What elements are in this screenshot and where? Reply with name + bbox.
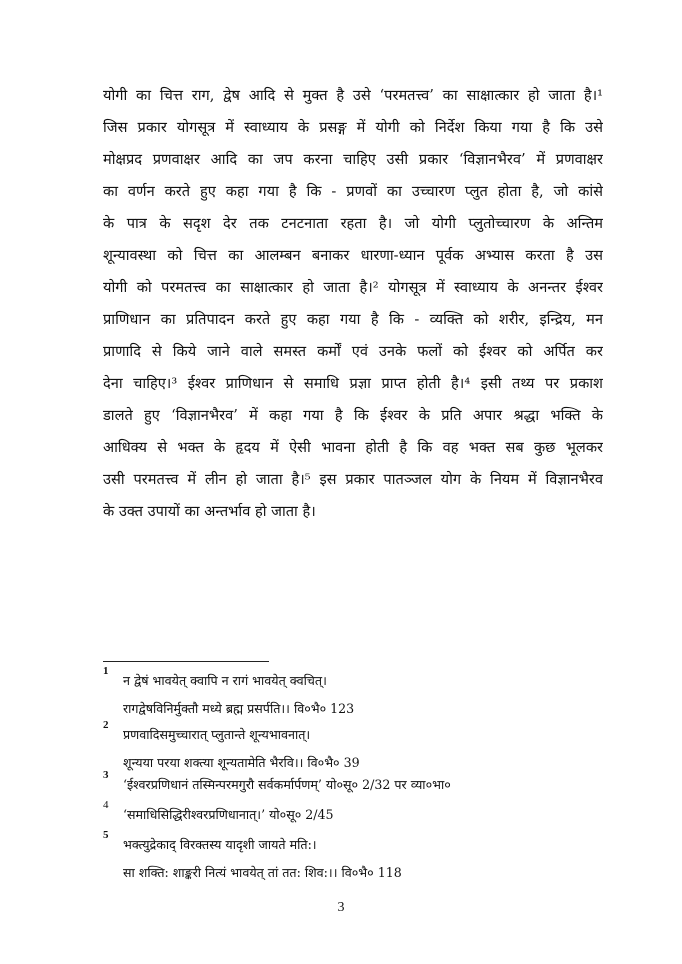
body-line: प्राणादि से किये जाने वाले समस्त कर्मों एवं उनके फलों को ईश्वर को अर्पित कर — [103, 343, 603, 360]
body-line: उसी परमतत्त्व में लीन हो जाता है।⁵ इस प्रकार पातञ्जल योग के नियम में विज्ञानभैरव — [103, 471, 603, 488]
body-line: के पात्र के सदृश देर तक टनटनाता रहता है। जो योगी प्लुतोच्चारण के अन्तिम — [103, 215, 603, 232]
body-line: योगी का चित्त राग, द्वेष आदि से मुक्त है उसे ‘परमतत्त्व’ का साक्षात्कार हो जाता है।¹ — [103, 87, 603, 104]
footnote-line: ‘ईश्वरप्रणिधानं तस्मिन्परमगुरौ सर्वकर्मार्पणम्’ यो०सू० 2/32 पर व्या०भा० — [123, 777, 451, 792]
body-paragraph — [103, 80, 603, 528]
footnote-line: भक्त्युद्रेकाद् विरक्तस्य यादृशी जायते मति:। — [123, 837, 317, 852]
footnote-number: 1 — [103, 665, 109, 677]
body-line: के उक्त उपायों का अन्तर्भाव हो जाता है। — [103, 503, 316, 520]
footnote-4 — [103, 799, 623, 830]
footnote-1 — [103, 665, 623, 724]
body-line: प्राणिधान का प्रतिपादन करते हुए कहा गया है कि - व्यक्ति को शरीर, इन्द्रिय, मन — [103, 311, 603, 328]
footnote-line: ‘समाधिसिद्धिरीश्वरप्रणिधानात्।’ यो०सू० 2/45 — [123, 807, 334, 822]
footnote-divider — [103, 661, 269, 662]
footnote-number: 4 — [103, 799, 109, 811]
footnote-line: शून्यया परया शक्त्या शून्यतामेति भैरवि।। वि०भै० 39 — [123, 755, 360, 770]
body-line: मोक्षप्रद प्रणवाक्षर आदि का जप करना चाहिए उसी प्रकार ‘विज्ञानभैरव’ में प्रणवाक्षर — [103, 151, 603, 168]
body-line: का वर्णन करते हुए कहा गया है कि - प्रणवों का उच्चारण प्लुत होता है, जो कांसे — [103, 183, 603, 200]
page-number: 3 — [337, 900, 345, 915]
footnote-line: रागद्वेषविनिर्मुक्तौ मध्ये ब्रह्म प्रसर्पति।। वि०भै० 123 — [123, 701, 355, 716]
body-line: आधिक्य से भक्त के हृदय में ऐसी भावना होती है कि वह भक्त सब कुछ भूलकर — [103, 439, 603, 456]
footnote-5 — [103, 829, 623, 888]
body-line: देना चाहिए।³ ईश्वर प्राणिधान से समाधि प्रज्ञा प्राप्त होती है।⁴ इसी तथ्य पर प्रकाश — [103, 375, 603, 392]
footnote-number: 5 — [103, 829, 109, 841]
footnote-2 — [103, 719, 623, 778]
footnote-number: 2 — [103, 719, 109, 731]
footnote-number: 3 — [103, 769, 109, 781]
footnote-3 — [103, 769, 623, 800]
body-line: शून्यावस्था को चित्त का आलम्बन बनाकर धारणा-ध्यान पूर्वक अभ्यास करता है उस — [103, 247, 603, 264]
body-line: योगी को परमतत्त्व का साक्षात्कार हो जाता है।² योगसूत्र में स्वाध्याय के अनन्तर ईश्वर — [103, 279, 603, 296]
footnote-line: न द्वेषं भावयेत् क्वापि न रागं भावयेत् क्वचित्। — [123, 673, 327, 688]
body-line: जिस प्रकार योगसूत्र में स्वाध्याय के प्रसङ्ग में योगी को निर्देश किया गया है कि उसे — [103, 119, 603, 136]
body-line: डालते हुए ‘विज्ञानभैरव’ में कहा गया है कि ईश्वर के प्रति अपार श्रद्धा भक्ति के — [103, 407, 603, 424]
footnote-line: सा शक्ति: शाङ्करी नित्यं भावयेत् तां तत: शिव:।। वि०भै० 118 — [123, 865, 402, 880]
footnote-line: प्रणवादिसमुच्चारात् प्लुतान्ते शून्यभावनात्। — [123, 727, 311, 742]
